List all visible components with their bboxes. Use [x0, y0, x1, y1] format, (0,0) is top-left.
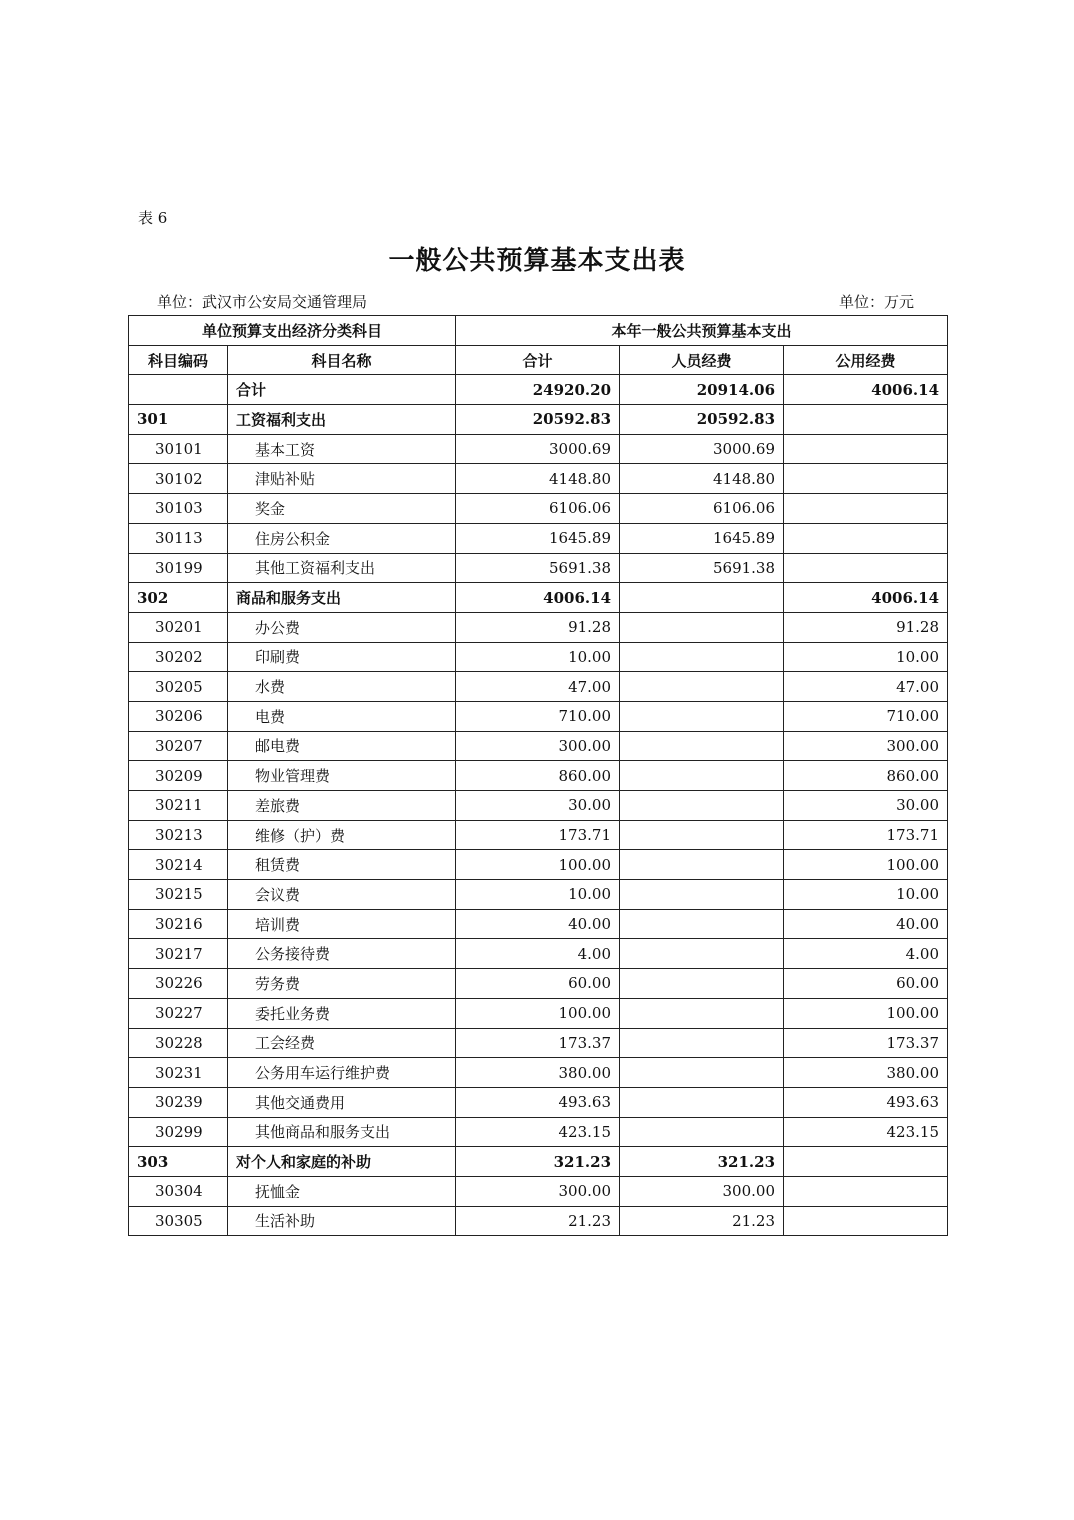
- cell-total: 100.00: [456, 850, 620, 880]
- cell-code: 30205: [129, 672, 228, 702]
- cell-personnel: 321.23: [620, 1147, 784, 1177]
- cell-public: 173.37: [784, 1028, 948, 1058]
- table-row: [129, 880, 948, 910]
- header-column-row: [129, 345, 948, 375]
- cell-total: 60.00: [456, 969, 620, 999]
- table-row: [129, 1147, 948, 1177]
- cell-code: 30206: [129, 701, 228, 731]
- cell-personnel: [620, 642, 784, 672]
- cell-public: [784, 494, 948, 524]
- cell-total: 40.00: [456, 909, 620, 939]
- cell-name: 工会经费: [228, 1028, 456, 1058]
- header-public: 公用经费: [784, 345, 948, 375]
- cell-personnel: [620, 1087, 784, 1117]
- cell-public: 4006.14: [784, 375, 948, 405]
- cell-public: 300.00: [784, 731, 948, 761]
- cell-name: 公务用车运行维护费: [228, 1058, 456, 1088]
- cell-public: [784, 1147, 948, 1177]
- cell-personnel: [620, 880, 784, 910]
- table-row: [129, 791, 948, 821]
- cell-name: 工资福利支出: [228, 405, 456, 435]
- cell-total: 4148.80: [456, 464, 620, 494]
- cell-total: 47.00: [456, 672, 620, 702]
- cell-code: 30227: [129, 998, 228, 1028]
- cell-personnel: 3000.69: [620, 434, 784, 464]
- cell-personnel: [620, 672, 784, 702]
- table-row: [129, 1117, 948, 1147]
- cell-name: 生活补助: [228, 1206, 456, 1236]
- cell-code: 30199: [129, 553, 228, 583]
- cell-total: 6106.06: [456, 494, 620, 524]
- cell-public: [784, 553, 948, 583]
- cell-total: 24920.20: [456, 375, 620, 405]
- cell-total: 3000.69: [456, 434, 620, 464]
- cell-total: 860.00: [456, 761, 620, 791]
- cell-total: 300.00: [456, 731, 620, 761]
- cell-public: 60.00: [784, 969, 948, 999]
- cell-total: 1645.89: [456, 523, 620, 553]
- cell-code: 30226: [129, 969, 228, 999]
- cell-public: 10.00: [784, 880, 948, 910]
- cell-personnel: [620, 1028, 784, 1058]
- cell-code: 30216: [129, 909, 228, 939]
- cell-code: 30202: [129, 642, 228, 672]
- cell-personnel: 20592.83: [620, 405, 784, 435]
- cell-public: 710.00: [784, 701, 948, 731]
- table-row: [129, 939, 948, 969]
- table-body: [129, 375, 948, 1236]
- cell-code: 30217: [129, 939, 228, 969]
- table-row: [129, 1028, 948, 1058]
- cell-total: 300.00: [456, 1176, 620, 1206]
- header-personnel: 人员经费: [620, 345, 784, 375]
- cell-personnel: 6106.06: [620, 494, 784, 524]
- cell-personnel: 20914.06: [620, 375, 784, 405]
- cell-personnel: [620, 612, 784, 642]
- cell-total: 30.00: [456, 791, 620, 821]
- table-row: [129, 494, 948, 524]
- cell-public: 380.00: [784, 1058, 948, 1088]
- cell-name: 其他工资福利支出: [228, 553, 456, 583]
- cell-total: 20592.83: [456, 405, 620, 435]
- document-title: 一般公共预算基本支出表: [388, 246, 686, 276]
- table-row: [129, 642, 948, 672]
- table-row: [129, 1058, 948, 1088]
- cell-personnel: [620, 731, 784, 761]
- cell-name: 商品和服务支出: [228, 583, 456, 613]
- cell-personnel: [620, 583, 784, 613]
- table-number: 表 6: [138, 209, 168, 227]
- cell-personnel: 4148.80: [620, 464, 784, 494]
- cell-name: 物业管理费: [228, 761, 456, 791]
- budget-table: [128, 315, 948, 1236]
- cell-personnel: [620, 1058, 784, 1088]
- cell-code: 30231: [129, 1058, 228, 1088]
- table-row: [129, 909, 948, 939]
- cell-personnel: [620, 939, 784, 969]
- cell-name: 邮电费: [228, 731, 456, 761]
- cell-total: 100.00: [456, 998, 620, 1028]
- cell-name: 差旅费: [228, 791, 456, 821]
- cell-code: 30211: [129, 791, 228, 821]
- cell-code: 30101: [129, 434, 228, 464]
- cell-personnel: [620, 998, 784, 1028]
- cell-personnel: [620, 909, 784, 939]
- cell-public: [784, 1176, 948, 1206]
- cell-name: 合计: [228, 375, 456, 405]
- cell-total: 423.15: [456, 1117, 620, 1147]
- cell-public: 860.00: [784, 761, 948, 791]
- cell-name: 津贴补贴: [228, 464, 456, 494]
- cell-total: 173.71: [456, 820, 620, 850]
- cell-code: 302: [129, 583, 228, 613]
- cell-code: 30213: [129, 820, 228, 850]
- table-row: [129, 1206, 948, 1236]
- header-group-row: [129, 316, 948, 346]
- cell-public: [784, 464, 948, 494]
- cell-name: 租赁费: [228, 850, 456, 880]
- cell-public: [784, 523, 948, 553]
- cell-name: 维修（护）费: [228, 820, 456, 850]
- cell-total: 4.00: [456, 939, 620, 969]
- cell-total: 493.63: [456, 1087, 620, 1117]
- cell-personnel: [620, 701, 784, 731]
- cell-total: 710.00: [456, 701, 620, 731]
- cell-public: 4.00: [784, 939, 948, 969]
- cell-public: 423.15: [784, 1117, 948, 1147]
- unit-currency: 单位：万元: [839, 293, 915, 311]
- header-total: 合计: [456, 345, 620, 375]
- cell-code: 30304: [129, 1176, 228, 1206]
- cell-name: 奖金: [228, 494, 456, 524]
- cell-name: 其他商品和服务支出: [228, 1117, 456, 1147]
- cell-total: 91.28: [456, 612, 620, 642]
- header-group-classification: 单位预算支出经济分类科目: [129, 316, 456, 346]
- cell-personnel: [620, 820, 784, 850]
- cell-code: 30201: [129, 612, 228, 642]
- cell-name: 办公费: [228, 612, 456, 642]
- cell-name: 住房公积金: [228, 523, 456, 553]
- cell-name: 对个人和家庭的补助: [228, 1147, 456, 1177]
- cell-code: 30215: [129, 880, 228, 910]
- table-row: [129, 969, 948, 999]
- cell-code: 30239: [129, 1087, 228, 1117]
- header-name: 科目名称: [228, 345, 456, 375]
- table-row: [129, 820, 948, 850]
- table-row: [129, 405, 948, 435]
- cell-name: 培训费: [228, 909, 456, 939]
- cell-name: 印刷费: [228, 642, 456, 672]
- cell-personnel: [620, 761, 784, 791]
- cell-public: 173.71: [784, 820, 948, 850]
- table-row: [129, 850, 948, 880]
- cell-code: 30209: [129, 761, 228, 791]
- table-row: [129, 612, 948, 642]
- header-code: 科目编码: [129, 345, 228, 375]
- table-row: [129, 672, 948, 702]
- cell-code: 303: [129, 1147, 228, 1177]
- cell-name: 基本工资: [228, 434, 456, 464]
- table-row: [129, 583, 948, 613]
- cell-public: 40.00: [784, 909, 948, 939]
- cell-total: 5691.38: [456, 553, 620, 583]
- table-row: [129, 731, 948, 761]
- table-row: [129, 464, 948, 494]
- cell-name: 公务接待费: [228, 939, 456, 969]
- table-row: [129, 701, 948, 731]
- cell-personnel: 5691.38: [620, 553, 784, 583]
- cell-code: [129, 375, 228, 405]
- cell-public: [784, 434, 948, 464]
- cell-personnel: 1645.89: [620, 523, 784, 553]
- cell-personnel: [620, 791, 784, 821]
- cell-code: 30228: [129, 1028, 228, 1058]
- cell-personnel: [620, 969, 784, 999]
- table-row: [129, 1087, 948, 1117]
- cell-name: 电费: [228, 701, 456, 731]
- cell-code: 30113: [129, 523, 228, 553]
- cell-name: 会议费: [228, 880, 456, 910]
- cell-name: 劳务费: [228, 969, 456, 999]
- cell-total: 173.37: [456, 1028, 620, 1058]
- cell-public: 91.28: [784, 612, 948, 642]
- table-row: [129, 761, 948, 791]
- cell-total: 10.00: [456, 880, 620, 910]
- header-group-expenditure: 本年一般公共预算基本支出: [456, 316, 948, 346]
- cell-total: 10.00: [456, 642, 620, 672]
- cell-public: [784, 1206, 948, 1236]
- cell-public: 100.00: [784, 998, 948, 1028]
- cell-name: 水费: [228, 672, 456, 702]
- cell-name: 委托业务费: [228, 998, 456, 1028]
- cell-name: 其他交通费用: [228, 1087, 456, 1117]
- cell-personnel: 300.00: [620, 1176, 784, 1206]
- cell-total: 4006.14: [456, 583, 620, 613]
- cell-public: 493.63: [784, 1087, 948, 1117]
- cell-name: 抚恤金: [228, 1176, 456, 1206]
- cell-total: 21.23: [456, 1206, 620, 1236]
- table-row: [129, 1176, 948, 1206]
- cell-code: 30305: [129, 1206, 228, 1236]
- table-row: [129, 998, 948, 1028]
- cell-total: 321.23: [456, 1147, 620, 1177]
- cell-code: 30102: [129, 464, 228, 494]
- unit-organization: 单位：武汉市公安局交通管理局: [157, 293, 368, 311]
- cell-personnel: [620, 850, 784, 880]
- cell-code: 301: [129, 405, 228, 435]
- cell-personnel: 21.23: [620, 1206, 784, 1236]
- cell-code: 30299: [129, 1117, 228, 1147]
- table-row: [129, 523, 948, 553]
- cell-public: [784, 405, 948, 435]
- cell-public: 10.00: [784, 642, 948, 672]
- table-row: [129, 434, 948, 464]
- cell-code: 30103: [129, 494, 228, 524]
- cell-public: 100.00: [784, 850, 948, 880]
- table-row: [129, 553, 948, 583]
- cell-public: 30.00: [784, 791, 948, 821]
- cell-code: 30207: [129, 731, 228, 761]
- cell-total: 380.00: [456, 1058, 620, 1088]
- cell-personnel: [620, 1117, 784, 1147]
- cell-public: 4006.14: [784, 583, 948, 613]
- cell-code: 30214: [129, 850, 228, 880]
- cell-public: 47.00: [784, 672, 948, 702]
- table-row: [129, 375, 948, 405]
